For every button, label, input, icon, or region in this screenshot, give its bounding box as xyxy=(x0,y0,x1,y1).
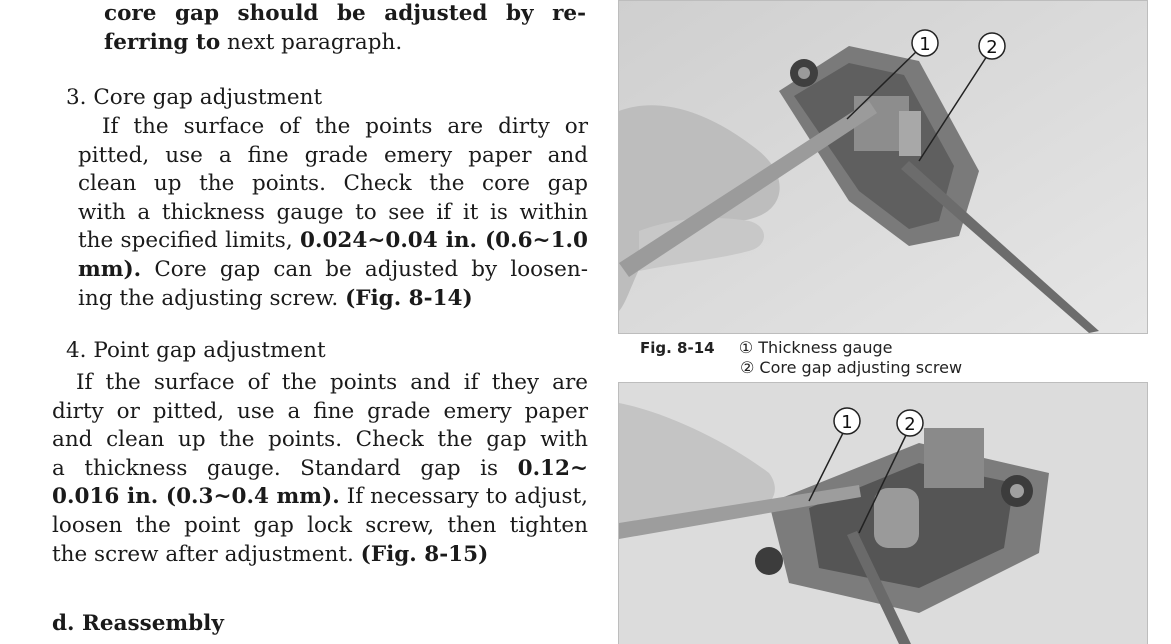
section-d-heading: d. Reassembly xyxy=(52,611,224,636)
figure-8-14-callout-2: 2 xyxy=(986,37,998,58)
figure-8-14-photo xyxy=(618,0,1148,334)
figure-8-14-item-1: ① Thickness gauge xyxy=(738,338,893,357)
section-4-line-5: 0.016 in. (0.3~0.4 mm). If necessary to adjust, xyxy=(52,484,588,510)
figure-8-15-callout-2: 2 xyxy=(904,414,916,435)
figure-8-15-illustration xyxy=(619,383,1147,644)
section-3-body xyxy=(78,113,588,313)
figure-8-14-caption xyxy=(640,338,892,358)
section-3-line-6: mm). Core gap can be adjusted by loosen- xyxy=(78,256,588,282)
section-4-line-2: dirty or pitted, use a fine grade emery paper xyxy=(52,398,588,424)
section-4-body xyxy=(52,369,588,569)
intro-paragraph xyxy=(104,0,586,57)
intro-line-2: ferring to next paragraph. xyxy=(104,29,403,55)
section-3-line-3: clean up the points. Check the core gap xyxy=(78,171,588,197)
section-3-line-5: the specified limits, 0.024~0.04 in. (0.6~1.0 xyxy=(78,228,588,254)
section-3-line-4: with a thickness gauge to see if it is within xyxy=(78,199,588,225)
intro-line-1: core gap should be adjusted by re- xyxy=(104,1,586,26)
figure-8-14-callout-1: 1 xyxy=(919,34,931,55)
section-4-heading: 4. Point gap adjustment xyxy=(66,338,326,363)
figure-8-14-illustration xyxy=(619,1,1147,333)
section-4-line-3: and clean up the points. Check the gap with xyxy=(52,427,588,453)
section-3-line-1: If the surface of the points are dirty or xyxy=(102,114,588,139)
figure-8-14-item-2: ② Core gap adjusting screw xyxy=(740,358,963,377)
section-3-line-2: pitted, use a fine grade emery paper and xyxy=(78,142,588,168)
section-4-line-4: a thickness gauge. Standard gap is 0.12~ xyxy=(52,455,588,481)
figure-8-15-photo xyxy=(618,382,1148,644)
section-4-line-6: loosen the point gap lock screw, then tighten xyxy=(52,512,588,538)
section-4-line-1: If the surface of the points and if they are xyxy=(76,370,588,395)
section-3-line-7: ing the adjusting screw. (Fig. 8-14) xyxy=(78,285,473,311)
figure-column xyxy=(612,0,1171,643)
figure-8-14-label: Fig. 8-14 xyxy=(640,339,715,357)
section-3-heading: 3. Core gap adjustment xyxy=(66,85,323,110)
section-4-line-7: the screw after adjustment. (Fig. 8-15) xyxy=(52,541,489,567)
figure-8-15-callout-1: 1 xyxy=(841,412,853,433)
